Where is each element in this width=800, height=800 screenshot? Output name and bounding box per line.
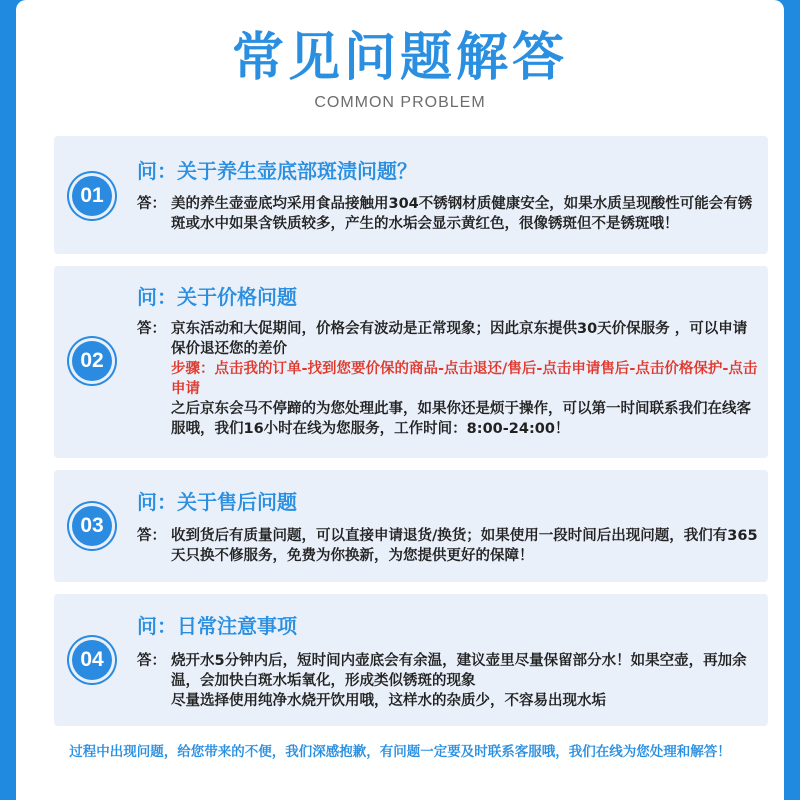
faq-answer — [137, 526, 759, 566]
faq-number-badge: 04 — [72, 640, 112, 680]
header — [16, 28, 784, 112]
answer-label: 答： — [137, 528, 166, 544]
faq-card-02 — [54, 266, 768, 458]
page-title: 常见问题解答 — [231, 28, 568, 88]
faq-answer — [137, 651, 759, 711]
answer-label: 答： — [137, 321, 166, 337]
answer-label: 答： — [137, 653, 166, 669]
faq-number-badge: 02 — [72, 341, 112, 381]
faq-number-badge: 03 — [72, 506, 112, 546]
answer-label: 答： — [137, 196, 166, 212]
faq-card-04 — [54, 594, 768, 726]
answer-text: 京东活动和大促期间，价格会有波动是正常现象；因此京东提供30天价保服务 ，可以申请保价退还您的差价 — [171, 321, 748, 357]
faq-question: 问：日常注意事项 — [137, 614, 297, 638]
answer-text: 烧开水5分钟内后，短时间内壶底会有余温，建议壶里尽量保留部分水！如果空壶，再加余温，会加快白斑水垢氧化，形成类似锈斑的现象 — [171, 653, 747, 689]
faq-question: 问：关于售后问题 — [137, 490, 297, 514]
answer-steps: 步骤：点击我的订单-找到您要价保的商品-点击退还/售后-点击申请售后-点击价格保护-点击申请 — [171, 361, 758, 397]
answer-text: 收到货后有质量问题，可以直接申请退货/换货；如果使用一段时间后出现问题，我们有365天只换不修服务，免费为你换新，为您提供更好的保障！ — [171, 528, 758, 564]
faq-number-badge: 01 — [72, 176, 112, 216]
faq-answer — [137, 194, 759, 234]
page-frame — [16, 0, 784, 800]
page-subtitle: COMMON PROBLEM — [314, 94, 486, 111]
footer-note: 过程中出现问题，给您带来的不便，我们深感抱歉，有问题一定要及时联系客服哦，我们在线为您处理和解答！ — [69, 744, 731, 760]
answer-text: 尽量选择使用纯净水烧开饮用哦，这样水的杂质少，不容易出现水垢 — [171, 693, 606, 709]
answer-text: 美的养生壶壶底均采用食品接触用304不锈钢材质健康安全，如果水质呈现酸性可能会有锈斑或水中如果含铁质较多，产生的水垢会显示黄红色，很像锈斑但不是锈斑哦！ — [171, 196, 753, 232]
faq-question: 问：关于养生壶底部斑渍问题？ — [137, 159, 417, 183]
faq-question: 问：关于价格问题 — [137, 285, 297, 309]
faq-answer — [137, 319, 759, 439]
answer-text: 之后京东会马不停蹄的为您处理此事，如果你还是烦于操作，可以第一时间联系我们在线客服哦，我们16小时在线为您服务，工作时间：8:00-24:00！ — [171, 401, 751, 437]
faq-card-01 — [54, 136, 768, 254]
faq-card-03 — [54, 470, 768, 582]
